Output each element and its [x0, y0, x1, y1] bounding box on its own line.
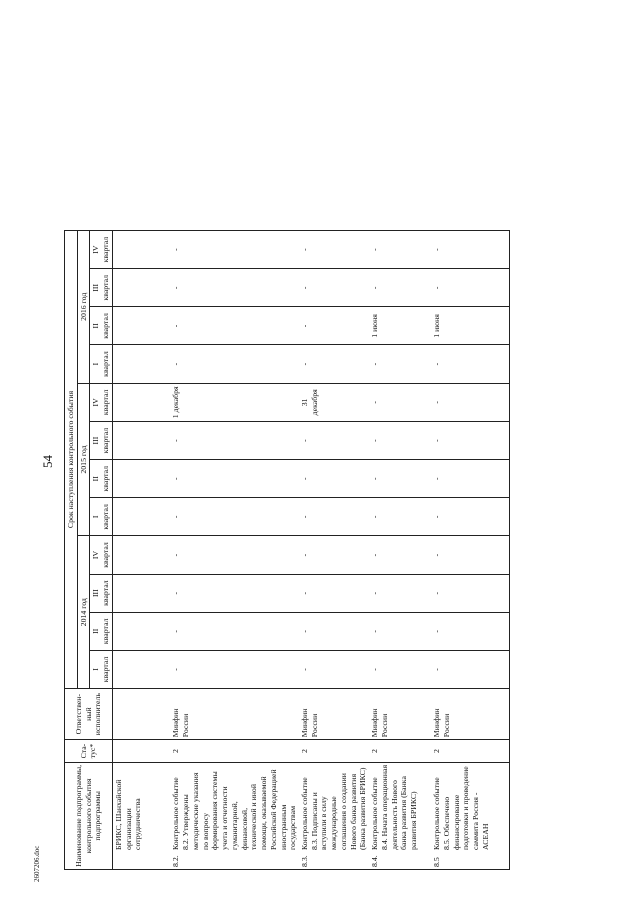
cell-quarter-value: - [299, 498, 369, 536]
cell-status: 2 [170, 740, 299, 763]
cell-responsible: Минфин России [299, 689, 369, 740]
cell-quarter-value: - [431, 231, 509, 269]
header-year-2016: 2016 год [77, 231, 90, 384]
cell-quarter-value: - [299, 422, 369, 460]
quarter-word: квартал [101, 580, 111, 606]
row-number: 8.5 [432, 857, 442, 867]
quarter-word: квартал [101, 427, 111, 454]
row-name: Контрольное событие 8.4. Начата операционная деятельность Нового банка развития (Банка развития БРИКС) [370, 764, 419, 850]
quarter-word: квартал [101, 504, 111, 530]
cell-responsible: Минфин России [170, 689, 299, 740]
cell-quarter-value: - [170, 460, 299, 498]
header-quarter [90, 460, 112, 498]
quarter-numeral: III [91, 589, 101, 598]
header-status: Ста-тус* [65, 740, 113, 763]
quarter-word: квартал [101, 656, 111, 683]
cell-quarter-value: - [431, 612, 509, 650]
header-quarter [90, 612, 112, 650]
cell-quarter-value [112, 307, 170, 345]
cell-quarter-value: - [431, 650, 509, 688]
cell-quarter-value: - [431, 574, 509, 612]
quarter-numeral: IV [91, 550, 101, 560]
header-quarter [90, 383, 112, 421]
quarter-word: квартал [101, 389, 111, 416]
cell-quarter-value: - [170, 536, 299, 574]
row-name: Контрольное событие 8.2. Утверждены методические указания по вопросу формирования системы учета и отчетности гуманитарной, финансовой, технической и иной помощи, оказываемой Российской Федерацией иностранным государствам [171, 769, 298, 850]
cell-quarter-value [112, 536, 170, 574]
quarter-word: квартал [101, 275, 111, 301]
page-number: 54 [40, 455, 55, 468]
quarter-word: квартал [101, 313, 111, 339]
cell-quarter-value: - [431, 422, 509, 460]
quarter-word: квартал [101, 618, 111, 645]
cell-quarter-value: - [431, 383, 509, 421]
quarter-word: квартал [101, 236, 111, 263]
row-number: 8.3. [299, 855, 309, 867]
cell-quarter-value: - [299, 345, 369, 383]
cell-name [170, 762, 299, 869]
cell-quarter-value: - [299, 536, 369, 574]
header-quarter [90, 269, 112, 307]
cell-quarter-value: - [369, 460, 431, 498]
cell-quarter-value [112, 231, 170, 269]
header-quarter [90, 307, 112, 345]
cell-quarter-value: - [369, 269, 431, 307]
table-row [170, 231, 299, 870]
cell-quarter-value: - [369, 231, 431, 269]
row-number: 8.2. [171, 855, 181, 867]
cell-name [369, 762, 431, 869]
header-quarter [90, 536, 112, 574]
cell-quarter-value: - [299, 574, 369, 612]
cell-name [112, 762, 170, 869]
table-row [431, 231, 509, 870]
header-quarter [90, 574, 112, 612]
quarter-numeral: III [91, 436, 101, 445]
cell-quarter-value: - [170, 422, 299, 460]
cell-quarter-value: - [299, 460, 369, 498]
table-header [65, 231, 113, 870]
table-body [112, 231, 509, 870]
cell-quarter-value: - [299, 650, 369, 688]
row-number: 8.4. [370, 855, 380, 867]
cell-responsible: Минфин России [431, 689, 509, 740]
cell-quarter-value: 1 июня [369, 307, 431, 345]
cell-quarter-value: - [299, 231, 369, 269]
quarter-numeral: IV [91, 245, 101, 254]
cell-quarter-value: 1 июня [431, 307, 509, 345]
cell-status: 2 [431, 740, 509, 763]
quarter-numeral: IV [91, 398, 101, 407]
rotated-table-container [64, 230, 510, 870]
quarter-numeral: II [91, 476, 101, 482]
header-year-2014: 2014 год [77, 536, 90, 689]
cell-quarter-value [112, 498, 170, 536]
cell-quarter-value [112, 650, 170, 688]
cell-status [112, 740, 170, 763]
control-events-table [64, 230, 510, 870]
cell-name [431, 762, 509, 869]
header-responsible: Ответствен-ный исполнитель [65, 689, 113, 740]
quarter-numeral: III [91, 283, 101, 292]
cell-quarter-value: - [299, 307, 369, 345]
cell-quarter-value: - [299, 269, 369, 307]
quarter-word: квартал [101, 465, 111, 492]
cell-quarter-value: - [369, 612, 431, 650]
cell-quarter-value: - [431, 460, 509, 498]
header-quarter [90, 345, 112, 383]
file-footer: 2607206.doc [33, 845, 41, 882]
cell-quarter-value: - [170, 345, 299, 383]
header-quarter [90, 422, 112, 460]
header-quarter [90, 650, 112, 688]
cell-quarter-value: - [369, 383, 431, 421]
cell-quarter-value [112, 574, 170, 612]
row-name: Контрольное событие 8.3. Подписаны и вступили в силу международные соглашения о создании Нового банка развития (Банка развития БРИКС) [299, 767, 368, 850]
cell-quarter-value: 1 декабря [170, 383, 299, 421]
cell-quarter-value: - [369, 536, 431, 574]
cell-status: 2 [299, 740, 369, 763]
cell-quarter-value: - [369, 422, 431, 460]
cell-quarter-value [112, 269, 170, 307]
header-quarter [90, 231, 112, 269]
cell-quarter-value: - [170, 612, 299, 650]
row-number [114, 853, 143, 867]
cell-quarter-value [112, 612, 170, 650]
header-name: Наименование подпрограммы, контрольного события подпрограммы [65, 762, 113, 869]
row-name: БРИКС, Шанхайской организации сотрудничества [113, 779, 143, 850]
cell-quarter-value [112, 345, 170, 383]
cell-quarter-value: - [369, 574, 431, 612]
cell-quarter-value: - [369, 650, 431, 688]
row-name: Контрольное событие 8.5. Обеспечено финансирование подготовки и проведение саммита Россия - АСЕАН [432, 766, 490, 850]
cell-quarter-value: - [170, 231, 299, 269]
cell-quarter-value: - [369, 498, 431, 536]
quarter-word: квартал [101, 351, 111, 377]
quarter-numeral: II [91, 628, 101, 634]
cell-status: 2 [369, 740, 431, 763]
cell-quarter-value: - [170, 498, 299, 536]
cell-quarter-value: - [170, 269, 299, 307]
header-quarter [90, 498, 112, 536]
cell-quarter-value [112, 460, 170, 498]
table-row [299, 231, 369, 870]
cell-quarter-value [112, 422, 170, 460]
quarter-numeral: I [91, 668, 101, 671]
cell-quarter-value: - [431, 269, 509, 307]
cell-responsible [112, 689, 170, 740]
cell-quarter-value [112, 383, 170, 421]
cell-quarter-value: - [431, 498, 509, 536]
quarter-numeral: II [91, 323, 101, 329]
quarter-numeral: I [91, 362, 101, 366]
table-row [369, 231, 431, 870]
cell-quarter-value: - [369, 345, 431, 383]
header-deadline-group: Срок наступления контрольного события [65, 231, 78, 689]
cell-quarter-value: - [431, 345, 509, 383]
cell-quarter-value: - [170, 650, 299, 688]
cell-quarter-value: 31 декабря [299, 383, 369, 421]
quarter-word: квартал [101, 542, 111, 568]
table-row [112, 231, 170, 870]
cell-responsible: Минфин России [369, 689, 431, 740]
cell-quarter-value: - [170, 574, 299, 612]
quarter-numeral: I [91, 515, 101, 519]
header-year-2015: 2015 год [77, 383, 90, 536]
cell-quarter-value: - [170, 307, 299, 345]
cell-quarter-value: - [299, 612, 369, 650]
cell-name [299, 762, 369, 869]
cell-quarter-value: - [431, 536, 509, 574]
